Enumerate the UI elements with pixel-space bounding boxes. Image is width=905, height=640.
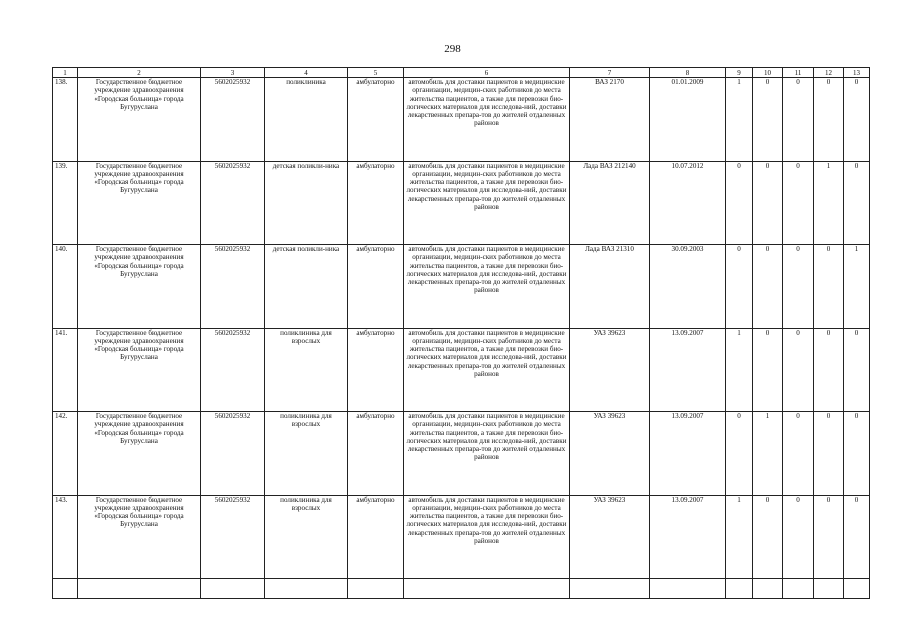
vehicle-purpose: автомобиль для доставки пациентов в медицинские организации, медицин-ских работников до места жительства пациентов, а также для перевозки био-логических материалов для исследова-ний, доставки лекарственных препара-тов до жителей отдаленных районов [404, 78, 570, 162]
column-12-value: 1 [814, 161, 844, 245]
column-10-value: 0 [753, 161, 783, 245]
empty-cell [650, 579, 726, 599]
column-number: 6 [404, 68, 570, 78]
column-13-value: 0 [844, 328, 870, 412]
column-10-value: 1 [753, 412, 783, 496]
column-11-value: 0 [783, 328, 814, 412]
column-number: 2 [78, 68, 201, 78]
subdivision: поликлиника для взрослых [265, 495, 348, 579]
acquisition-date: 01.01.2009 [650, 78, 726, 162]
empty-cell [78, 579, 201, 599]
column-12-value: 0 [814, 78, 844, 162]
organization-name: Государственное бюджетное учреждение здравоохранения «Городская больница» города Бугуруслана [78, 412, 201, 496]
column-9-value: 1 [726, 495, 753, 579]
subdivision: детская поликли-ника [265, 161, 348, 245]
column-number: 8 [650, 68, 726, 78]
empty-cell [726, 579, 753, 599]
column-number: 13 [844, 68, 870, 78]
row-number: 140. [53, 245, 78, 329]
column-11-value: 0 [783, 495, 814, 579]
subdivision: поликлиника для взрослых [265, 328, 348, 412]
column-number: 10 [753, 68, 783, 78]
care-type: амбулаторно [348, 412, 404, 496]
column-10-value: 0 [753, 328, 783, 412]
column-13-value: 0 [844, 78, 870, 162]
vehicle-purpose: автомобиль для доставки пациентов в медицинские организации, медицин-ских работников до места жительства пациентов, а также для перевозки био-логических материалов для исследова-ний, доставки лекарственных препара-тов до жителей отдаленных районов [404, 161, 570, 245]
inn-number: 5602025932 [201, 495, 265, 579]
column-13-value: 0 [844, 495, 870, 579]
vehicle-purpose: автомобиль для доставки пациентов в медицинские организации, медицин-ских работников до места жительства пациентов, а также для перевозки био-логических материалов для исследова-ний, доставки лекарственных препара-тов до жителей отдаленных районов [404, 495, 570, 579]
vehicle-model: УАЗ 39623 [570, 328, 650, 412]
vehicle-table [52, 67, 870, 599]
inn-number: 5602025932 [201, 245, 265, 329]
organization-name: Государственное бюджетное учреждение здравоохранения «Городская больница» города Бугуруслана [78, 495, 201, 579]
care-type: амбулаторно [348, 245, 404, 329]
vehicle-model: Лада ВАЗ 21310 [570, 245, 650, 329]
row-number: 142. [53, 412, 78, 496]
column-12-value: 0 [814, 412, 844, 496]
row-number: 139. [53, 161, 78, 245]
empty-cell [53, 579, 78, 599]
vehicle-purpose: автомобиль для доставки пациентов в медицинские организации, медицин-ских работников до места жительства пациентов, а также для перевозки био-логических материалов для исследова-ний, доставки лекарственных препара-тов до жителей отдаленных районов [404, 328, 570, 412]
acquisition-date: 10.07.2012 [650, 161, 726, 245]
organization-name: Государственное бюджетное учреждение здравоохранения «Городская больница» города Бугуруслана [78, 78, 201, 162]
empty-cell [753, 579, 783, 599]
column-9-value: 0 [726, 245, 753, 329]
column-number: 9 [726, 68, 753, 78]
column-13-value: 1 [844, 245, 870, 329]
column-12-value: 0 [814, 495, 844, 579]
organization-name: Государственное бюджетное учреждение здравоохранения «Городская больница» города Бугуруслана [78, 161, 201, 245]
column-10-value: 0 [753, 495, 783, 579]
subdivision: поликлиника для взрослых [265, 412, 348, 496]
vehicle-model: УАЗ 39623 [570, 495, 650, 579]
column-11-value: 0 [783, 245, 814, 329]
column-number: 5 [348, 68, 404, 78]
empty-cell [783, 579, 814, 599]
table-row-empty [53, 579, 870, 599]
table-row [53, 328, 870, 412]
inn-number: 5602025932 [201, 328, 265, 412]
column-number: 3 [201, 68, 265, 78]
column-11-value: 0 [783, 78, 814, 162]
column-10-value: 0 [753, 78, 783, 162]
table-row [53, 412, 870, 496]
subdivision: поликлиника [265, 78, 348, 162]
vehicle-model: ВАЗ 2170 [570, 78, 650, 162]
column-9-value: 1 [726, 78, 753, 162]
vehicle-purpose: автомобиль для доставки пациентов в медицинские организации, медицин-ских работников до места жительства пациентов, а также для перевозки био-логических материалов для исследова-ний, доставки лекарственных препара-тов до жителей отдаленных районов [404, 412, 570, 496]
column-11-value: 0 [783, 412, 814, 496]
acquisition-date: 13.09.2007 [650, 328, 726, 412]
acquisition-date: 13.09.2007 [650, 412, 726, 496]
row-number: 141. [53, 328, 78, 412]
column-13-value: 0 [844, 412, 870, 496]
column-12-value: 0 [814, 245, 844, 329]
care-type: амбулаторно [348, 78, 404, 162]
organization-name: Государственное бюджетное учреждение здравоохранения «Городская больница» города Бугуруслана [78, 328, 201, 412]
vehicle-model: Лада ВАЗ 212140 [570, 161, 650, 245]
column-number: 1 [53, 68, 78, 78]
empty-cell [404, 579, 570, 599]
acquisition-date: 13.09.2007 [650, 495, 726, 579]
table-row [53, 78, 870, 162]
inn-number: 5602025932 [201, 78, 265, 162]
care-type: амбулаторно [348, 495, 404, 579]
vehicle-model: УАЗ 39623 [570, 412, 650, 496]
column-number-row [53, 68, 870, 78]
column-number: 7 [570, 68, 650, 78]
table-row [53, 495, 870, 579]
organization-name: Государственное бюджетное учреждение здравоохранения «Городская больница» города Бугуруслана [78, 245, 201, 329]
empty-cell [570, 579, 650, 599]
column-9-value: 0 [726, 412, 753, 496]
inn-number: 5602025932 [201, 412, 265, 496]
column-number: 12 [814, 68, 844, 78]
empty-cell [814, 579, 844, 599]
table-row [53, 245, 870, 329]
empty-cell [265, 579, 348, 599]
row-number: 143. [53, 495, 78, 579]
column-12-value: 0 [814, 328, 844, 412]
column-number: 11 [783, 68, 814, 78]
column-9-value: 1 [726, 328, 753, 412]
page-number: 298 [444, 43, 461, 55]
subdivision: детская поликли-ника [265, 245, 348, 329]
column-11-value: 0 [783, 161, 814, 245]
empty-cell [201, 579, 265, 599]
row-number: 138. [53, 78, 78, 162]
column-13-value: 0 [844, 161, 870, 245]
column-number: 4 [265, 68, 348, 78]
inn-number: 5602025932 [201, 161, 265, 245]
empty-cell [844, 579, 870, 599]
table-row [53, 161, 870, 245]
empty-cell [348, 579, 404, 599]
column-9-value: 0 [726, 161, 753, 245]
care-type: амбулаторно [348, 328, 404, 412]
vehicle-purpose: автомобиль для доставки пациентов в медицинские организации, медицин-ских работников до места жительства пациентов, а также для перевозки био-логических материалов для исследова-ний, доставки лекарственных препара-тов до жителей отдаленных районов [404, 245, 570, 329]
column-10-value: 0 [753, 245, 783, 329]
acquisition-date: 30.09.2003 [650, 245, 726, 329]
care-type: амбулаторно [348, 161, 404, 245]
